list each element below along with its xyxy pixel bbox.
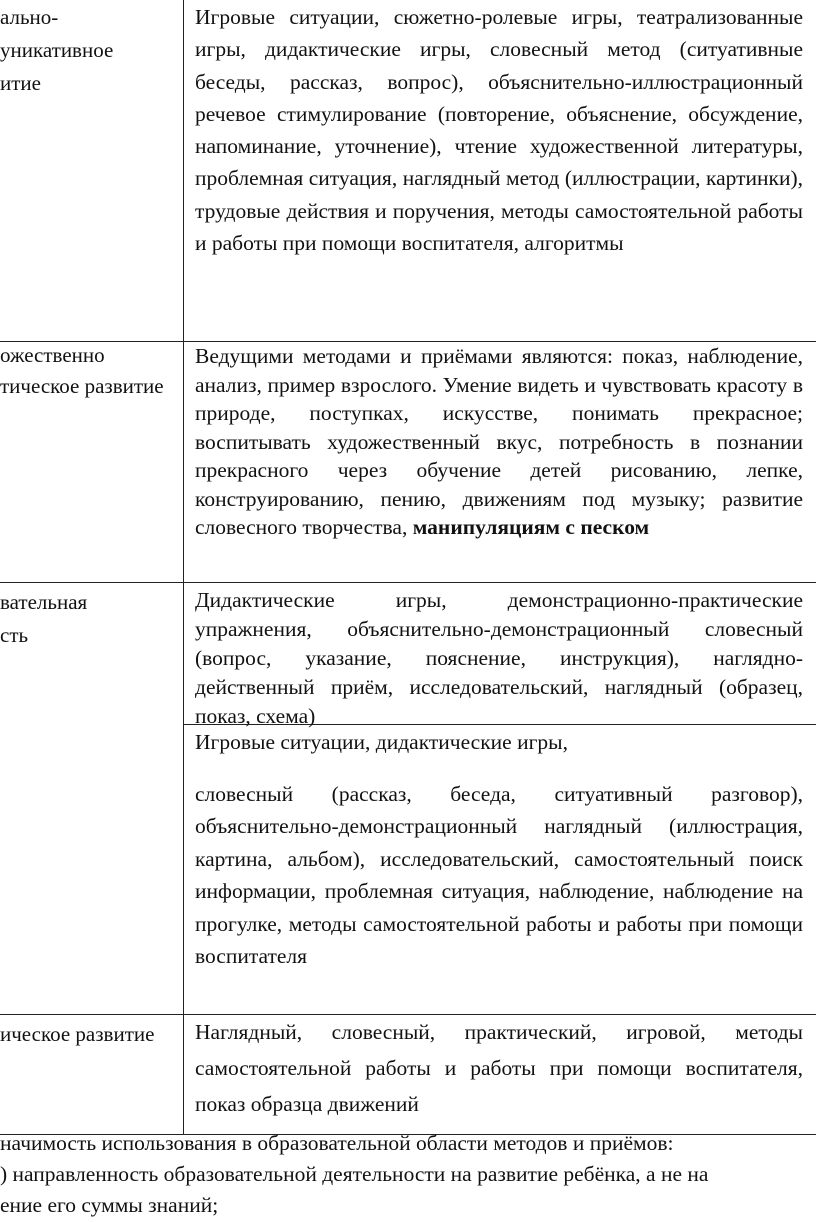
- area-line: ально-: [0, 5, 59, 29]
- methods-cell-1: [195, 1, 803, 259]
- methods-cell-4: [195, 726, 803, 973]
- area-line: уникативное: [0, 38, 114, 62]
- methods-text: Наглядный, словесный, практический, игровой, методы самостоятельной работы и работы при помощи воспитателя, показ образца движений: [195, 1020, 803, 1116]
- area-cell-2: [0, 340, 164, 402]
- footer-paragraph: [0, 1128, 708, 1221]
- methods-bold-text: манипуляциям с песком: [412, 515, 650, 539]
- footer-line: ) направленность образовательной деятельности на развитие ребёнка, а не на: [0, 1162, 709, 1186]
- area-cell-3: [0, 586, 87, 652]
- methods-text: Ведущими методами и приёмами являются: показ, наблюдение, анализ, пример взрослого. Умение видеть и чувствовать красоту в природе, поступках, искусстве, понимать прекрасное; воспитывать художественный вкус, потребность в познании прекрасного через обучение детей рисованию, лепке, конструированию, пению, движениям под музыку; развитие словесного творчества,: [195, 344, 803, 539]
- methods-text: Игровые ситуации, сюжетно-ролевые игры, театрализованные игры, дидактические игры, словесный метод (ситуативные беседы, рассказ, вопрос), объяснительно-иллюстрационный речевое стимулирование (повторение, объяснение, обсуждение, напоминание, уточнение), чтение художественной литературы, проблемная ситуация, наглядный метод (иллюстрации, картинки), трудовые действия и поручения, методы самостоятельной работы и работы при помощи воспитателя, алгоритмы: [195, 5, 803, 256]
- methods-first-line: Игровые ситуации, дидактические игры,: [195, 730, 568, 754]
- table-column-divider: [183, 0, 184, 1134]
- methods-cell-5: [195, 1014, 803, 1122]
- area-line: итие: [0, 71, 41, 95]
- area-line: ическое развитие: [0, 1022, 155, 1046]
- area-line: сть: [0, 623, 29, 647]
- footer-line: начимость использования в образовательной области методов и приёмов:: [0, 1131, 674, 1155]
- area-line: вательная: [0, 590, 88, 614]
- methods-text: словесный (рассказ, беседа, ситуативный разговор), объяснительно-демонстрационный наглядный (иллюстрация, картина, альбом), исследовательский, самостоятельный поиск информации, проблемная ситуация, наблюдение, наблюдение на прогулке, методы самостоятельной работы и работы при помощи воспитателя: [195, 781, 803, 968]
- area-line: тическое развитие: [0, 374, 164, 398]
- methods-cell-3: [195, 586, 803, 731]
- table-row-divider: [0, 582, 816, 583]
- area-cell-1: [0, 1, 113, 100]
- methods-cell-2: [195, 342, 803, 542]
- methods-text: Дидактические игры, демонстрационно-практические упражнения, объяснительно-демонстрационный словесный (вопрос, указание, пояснение, инструкция), наглядно-действенный приём, исследовательский, наглядный (образец, показ, схема): [195, 588, 803, 728]
- footer-line: ение его суммы знаний;: [0, 1193, 219, 1217]
- area-cell-5: [0, 1018, 154, 1051]
- area-line: ожественно: [0, 343, 105, 367]
